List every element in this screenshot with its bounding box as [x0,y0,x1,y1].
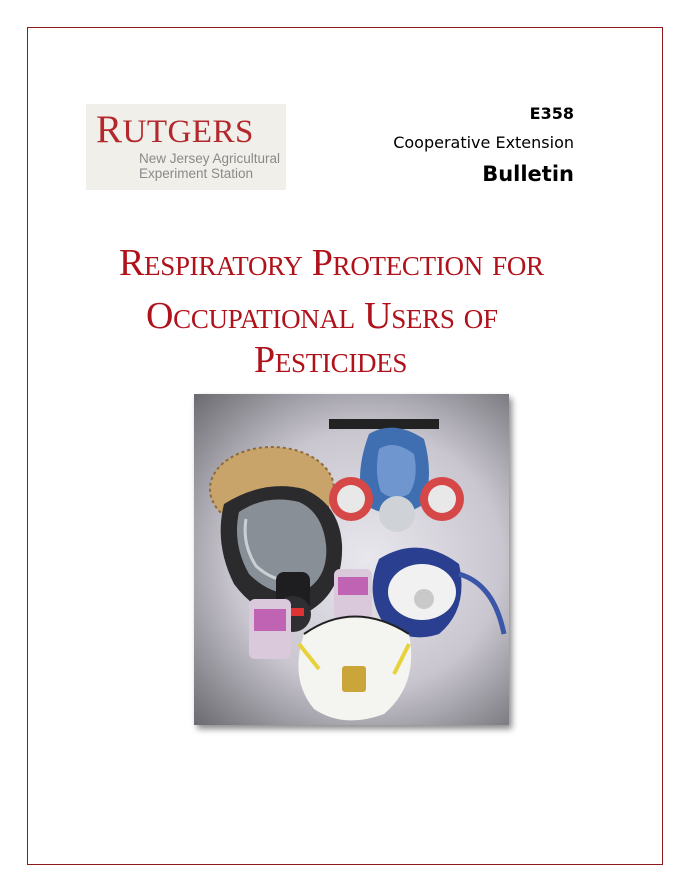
logo-subtitle-line2: Experiment Station [139,166,254,181]
bulletin-type: Bulletin [482,162,574,186]
logo-wordmark: RUTGERS [96,108,254,151]
title-line-1: Respiratory Protection for [119,242,544,284]
half-mask-respirator [329,424,464,532]
bulletin-code: E358 [529,104,574,123]
title-line-2: Occupational Users of [146,295,498,337]
bulletin-series: Cooperative Extension [393,133,574,152]
disposable-n95-mask [298,617,411,721]
logo-subtitle-line1: New Jersey Agricultural [139,151,281,166]
respirators-photo [194,394,509,725]
title-line-3: Pesticides [254,339,408,381]
rutgers-logo [86,104,286,190]
